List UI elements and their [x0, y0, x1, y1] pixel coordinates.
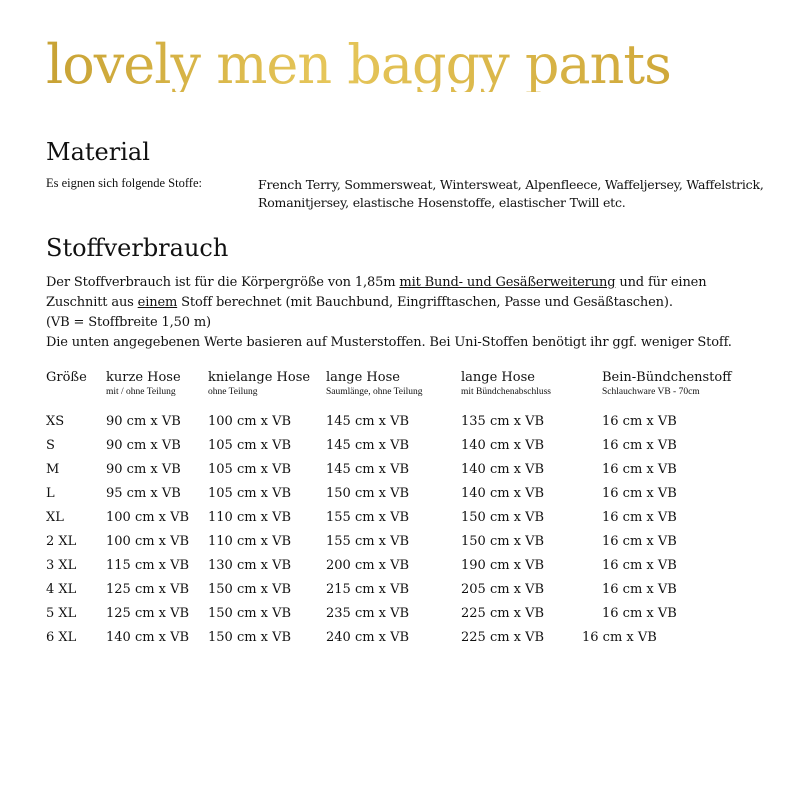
desc-line-4: Die unten angegebenen Werte basieren auf Musterstoffen. Bei Uni-Stoffen benötigt ihr ggf. weniger Stoff.: [46, 335, 732, 350]
table-cell: 125 cm x VB: [106, 582, 190, 597]
size-cell: L: [46, 486, 55, 501]
column-header: [46, 370, 87, 386]
table-cell: 90 cm x VB: [106, 438, 181, 453]
table-cell: 130 cm x VB: [208, 558, 292, 573]
desc-line-2: [46, 293, 766, 313]
table-cell: 240 cm x VB: [326, 630, 410, 645]
desc-line-1-rest: und für einen: [615, 275, 707, 290]
table-cell: 16 cm x VB: [602, 438, 677, 453]
table-cell: 16 cm x VB: [582, 630, 657, 645]
column-header: [106, 370, 181, 398]
desc-line-2-rest: Stoff berechnet (mit Bauchbund, Eingrifftaschen, Passe und Gesäßtaschen).: [177, 295, 673, 310]
column-header-sublabel: ohne Teilung: [208, 387, 258, 397]
table-cell: 16 cm x VB: [602, 414, 677, 429]
table-cell: 100 cm x VB: [208, 414, 292, 429]
table-cell: 16 cm x VB: [602, 486, 677, 501]
table-cell: 105 cm x VB: [208, 438, 292, 453]
table-cell: 150 cm x VB: [208, 582, 292, 597]
size-cell: M: [46, 462, 60, 477]
table-cell: 90 cm x VB: [106, 462, 181, 477]
column-header-label: kurze Hose: [106, 370, 181, 385]
table-cell: 150 cm x VB: [461, 534, 545, 549]
column-header: [602, 370, 731, 398]
table-cell: 16 cm x VB: [602, 534, 677, 549]
table-cell: 110 cm x VB: [208, 510, 292, 525]
table-cell: 16 cm x VB: [602, 606, 677, 621]
table-cell: 140 cm x VB: [461, 486, 545, 501]
desc-line-1-text: Der Stoffverbrauch ist für die Körpergröße von 1,85m: [46, 275, 400, 290]
table-cell: 105 cm x VB: [208, 462, 292, 477]
column-header-label: Größe: [46, 370, 87, 385]
stoffverbrauch-description: [46, 273, 766, 353]
column-header: [461, 370, 551, 398]
size-cell: 5 XL: [46, 606, 77, 621]
table-cell: 16 cm x VB: [602, 510, 677, 525]
desc-line-2-text: Zuschnitt aus: [46, 295, 138, 310]
column-header: [208, 370, 310, 398]
material-label: Es eignen sich folgende Stoffe:: [46, 176, 202, 190]
table-cell: 205 cm x VB: [461, 582, 545, 597]
table-cell: 150 cm x VB: [461, 510, 545, 525]
stoffverbrauch-heading: Stoffverbrauch: [46, 234, 229, 262]
table-cell: 190 cm x VB: [461, 558, 545, 573]
desc-line-1-underlined: mit Bund- und Gesäßerweiterung: [399, 275, 616, 290]
table-cell: 16 cm x VB: [602, 582, 677, 597]
table-cell: 140 cm x VB: [461, 462, 545, 477]
desc-line-1: [46, 273, 766, 293]
size-cell: S: [46, 438, 55, 453]
table-cell: 150 cm x VB: [326, 486, 410, 501]
material-heading: Material: [46, 138, 150, 166]
table-cell: 150 cm x VB: [208, 630, 292, 645]
table-cell: 155 cm x VB: [326, 510, 410, 525]
table-cell: 100 cm x VB: [106, 534, 190, 549]
column-header-sublabel: Saumlänge, ohne Teilung: [326, 387, 423, 397]
table-cell: 155 cm x VB: [326, 534, 410, 549]
table-cell: 145 cm x VB: [326, 414, 410, 429]
size-cell: 3 XL: [46, 558, 77, 573]
table-cell: 235 cm x VB: [326, 606, 410, 621]
table-cell: 145 cm x VB: [326, 462, 410, 477]
column-header-sublabel: mit / ohne Teilung: [106, 387, 176, 397]
table-cell: 200 cm x VB: [326, 558, 410, 573]
table-cell: 90 cm x VB: [106, 414, 181, 429]
column-header-label: lange Hose: [326, 370, 400, 385]
table-cell: 16 cm x VB: [602, 462, 677, 477]
column-header-sublabel: Schlauchware VB - 70cm: [602, 387, 700, 397]
table-cell: 215 cm x VB: [326, 582, 410, 597]
column-header-label: Bein-Bündchenstoff: [602, 370, 732, 385]
material-text: French Terry, Sommersweat, Wintersweat, Alpenfleece, Waffeljersey, Waffelstrick, Romanitjersey, elastische Hosenstoffe, elastischer Twill etc.: [258, 177, 764, 210]
table-cell: 135 cm x VB: [461, 414, 545, 429]
table-cell: 115 cm x VB: [106, 558, 190, 573]
table-cell: 100 cm x VB: [106, 510, 190, 525]
table-cell: 105 cm x VB: [208, 486, 292, 501]
size-cell: XS: [46, 414, 65, 429]
table-cell: 140 cm x VB: [461, 438, 545, 453]
size-cell: XL: [46, 510, 64, 525]
table-cell: 125 cm x VB: [106, 606, 190, 621]
size-cell: 6 XL: [46, 630, 77, 645]
column-header: [326, 370, 423, 398]
table-cell: 225 cm x VB: [461, 630, 545, 645]
table-cell: 150 cm x VB: [208, 606, 292, 621]
size-cell: 4 XL: [46, 582, 77, 597]
size-cell: 2 XL: [46, 534, 77, 549]
page-title: lovely men baggy pants: [46, 33, 671, 96]
column-header-sublabel: mit Bündchenabschluss: [461, 387, 551, 397]
column-header-label: knielange Hose: [208, 370, 311, 385]
table-cell: 95 cm x VB: [106, 486, 181, 501]
table-cell: 145 cm x VB: [326, 438, 410, 453]
table-cell: 225 cm x VB: [461, 606, 545, 621]
column-header-label: lange Hose: [461, 370, 535, 385]
table-cell: 110 cm x VB: [208, 534, 292, 549]
table-cell: 140 cm x VB: [106, 630, 190, 645]
desc-line-2-underlined: einem: [137, 295, 178, 310]
table-cell: 16 cm x VB: [602, 558, 677, 573]
desc-line-3: (VB = Stoffbreite 1,50 m): [46, 315, 211, 330]
